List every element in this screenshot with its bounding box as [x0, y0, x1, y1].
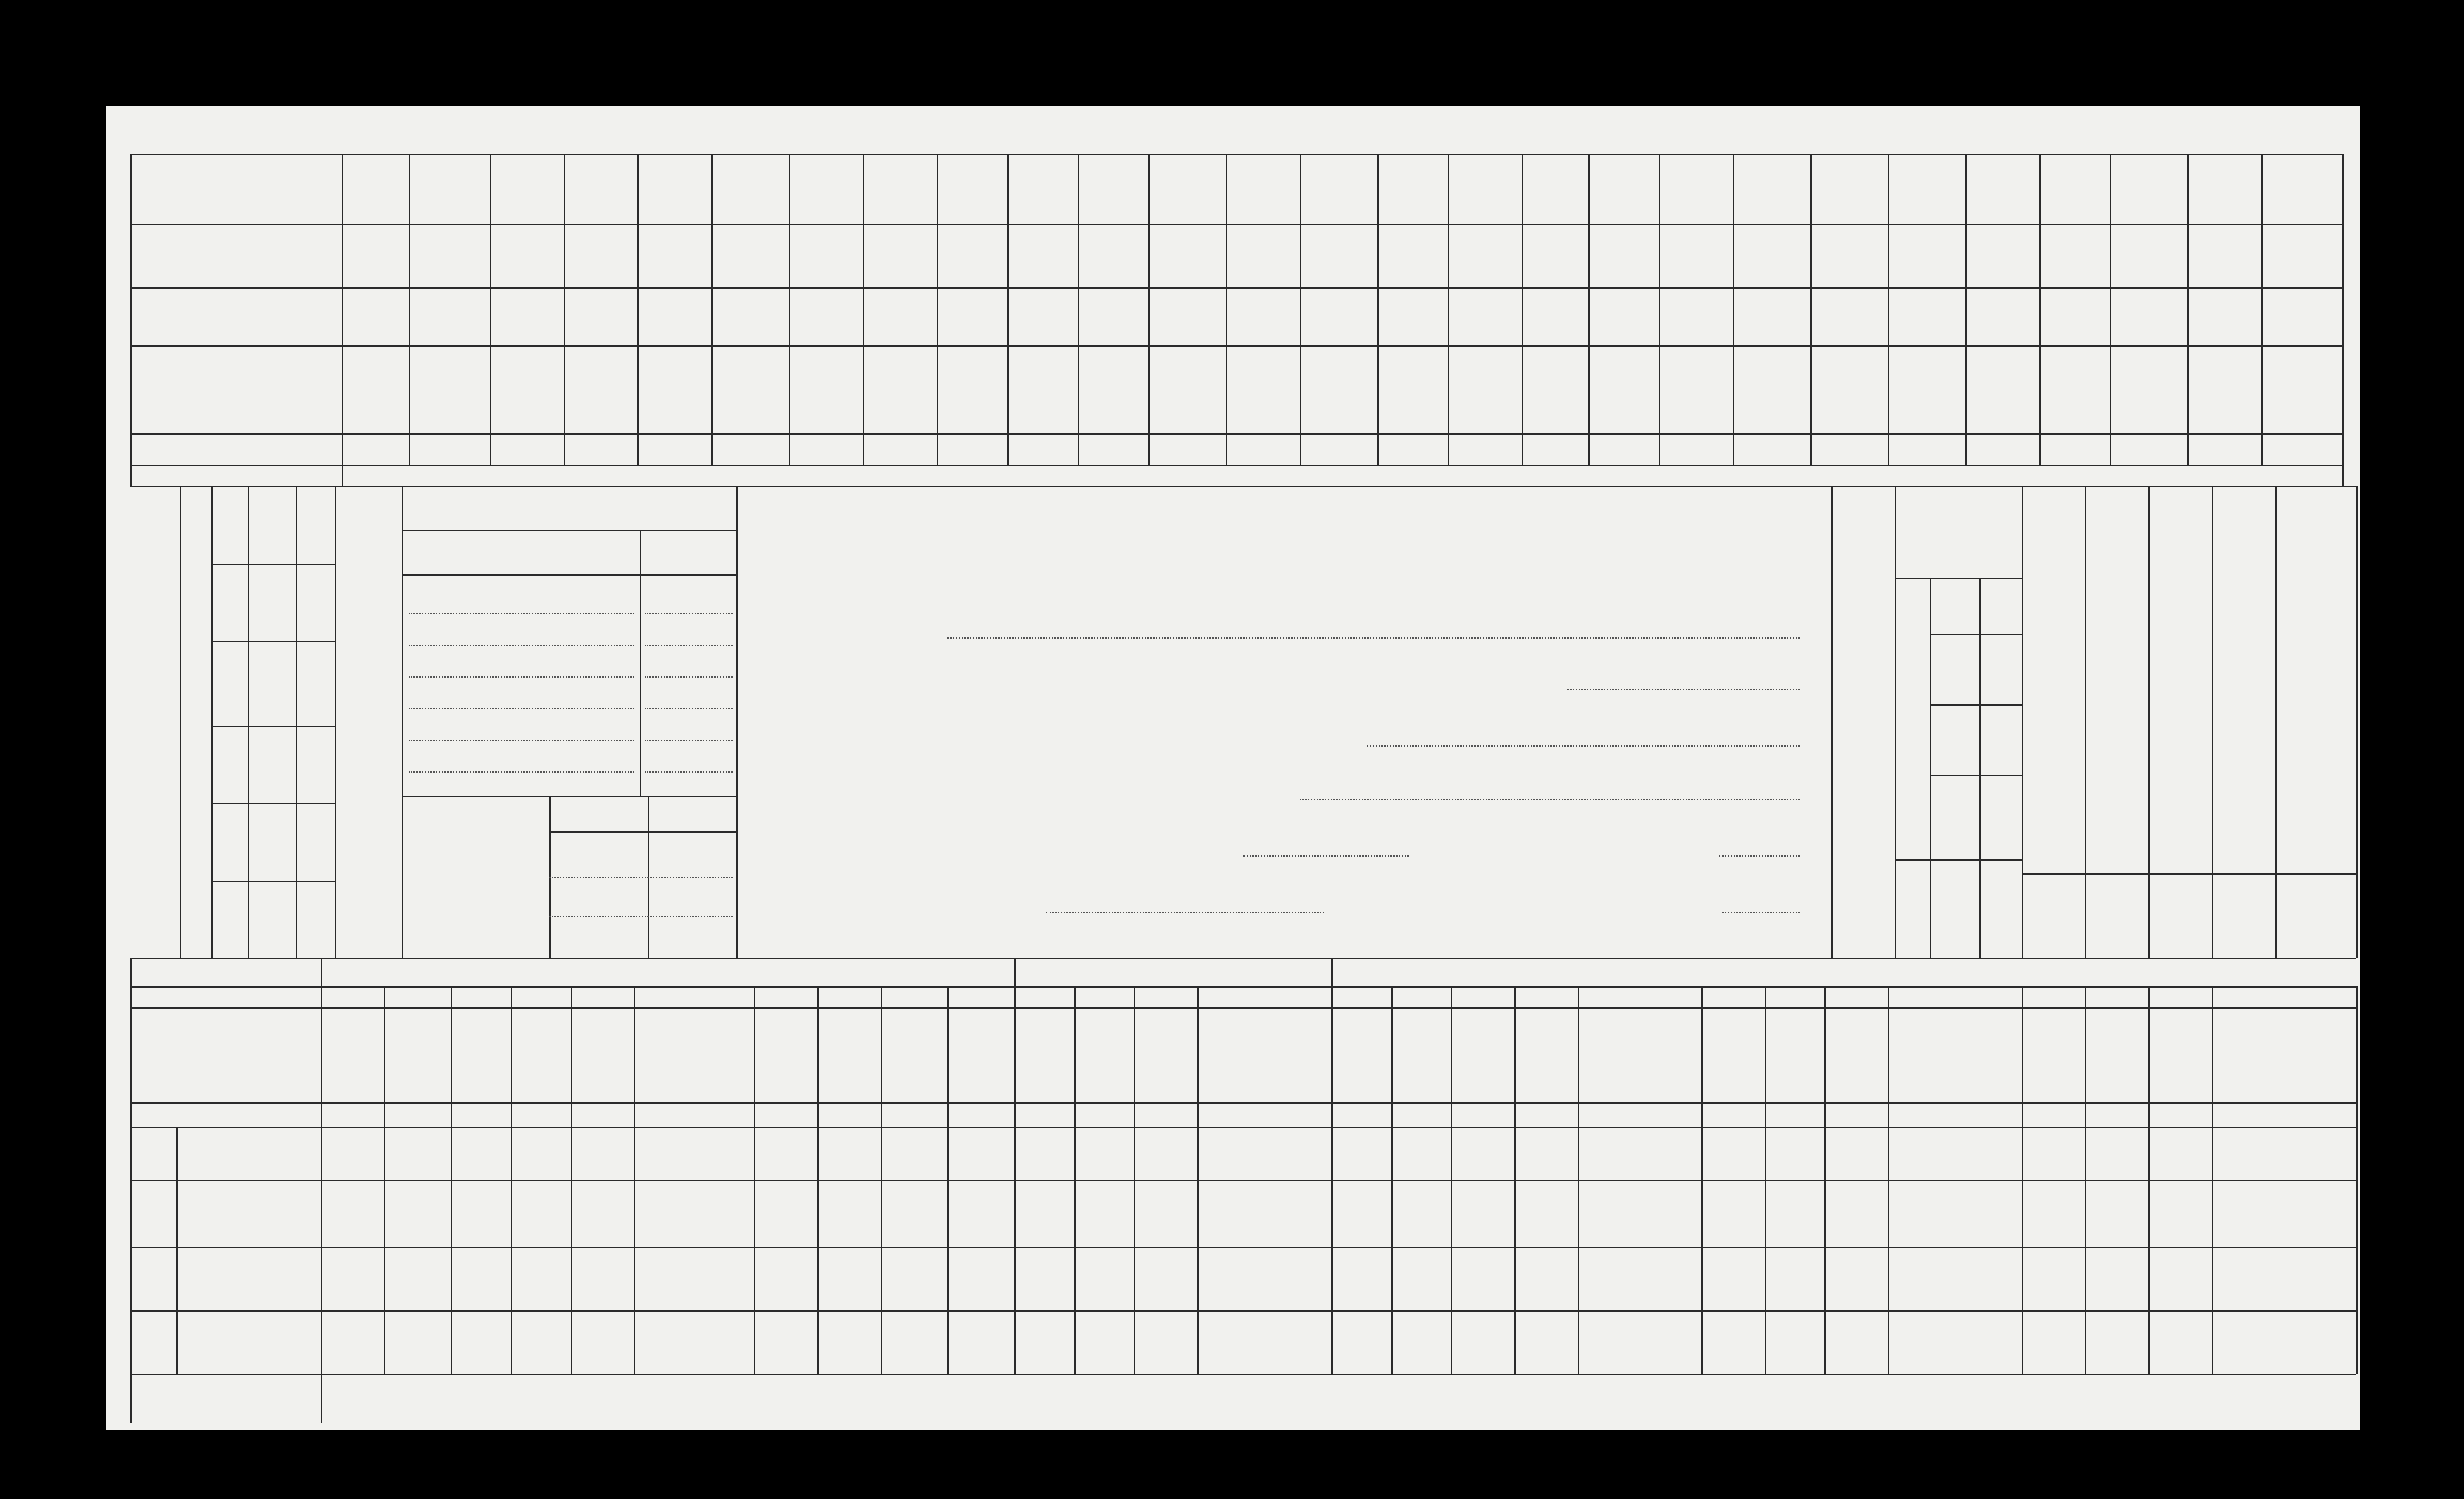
rule-line — [1659, 154, 1660, 465]
rule-line — [321, 1007, 1014, 1009]
rule-line — [1074, 986, 1076, 1374]
rule-line — [754, 986, 755, 1374]
rule-line — [2356, 486, 2358, 958]
rule-line — [402, 574, 736, 576]
rule-line — [2085, 486, 2086, 958]
rule-line — [2085, 986, 2086, 1374]
rule-line — [1888, 154, 1889, 465]
rule-line — [1701, 986, 1703, 1374]
rule-line — [296, 486, 297, 958]
rule-line — [1197, 986, 1199, 1374]
rule-line — [1331, 958, 1333, 1374]
rule-line — [409, 154, 410, 465]
rule-line — [789, 154, 790, 465]
dotted-line — [1046, 912, 1324, 913]
top-table-row-line — [130, 345, 2342, 347]
rule-line — [1895, 578, 2022, 579]
rule-line — [211, 564, 335, 565]
rule-line — [1888, 986, 1889, 1374]
dotted-line — [549, 877, 733, 878]
dotted-line — [645, 771, 733, 773]
rule-line — [1377, 154, 1379, 465]
dotted-line — [409, 771, 634, 773]
rule-line — [2022, 486, 2023, 958]
bottom-row-line — [130, 1374, 2356, 1375]
rule-line — [321, 986, 322, 1374]
top-table-row-line — [130, 465, 2342, 466]
dotted-line — [645, 676, 733, 678]
dotted-line — [645, 645, 733, 646]
top-table-row-line — [130, 433, 2342, 435]
dotted-line — [409, 613, 634, 614]
rule-line — [1895, 859, 2022, 861]
rule-line — [2187, 154, 2189, 465]
rule-line — [1930, 704, 2022, 706]
dotted-line — [409, 740, 634, 741]
rule-line — [1831, 486, 1833, 958]
rule-line — [1733, 154, 1734, 465]
dotted-line — [645, 613, 733, 614]
rule-line — [2022, 873, 2356, 875]
rule-line — [2148, 986, 2150, 1374]
rule-line — [402, 530, 736, 531]
rule-line — [335, 486, 336, 958]
dotted-line — [1719, 855, 1800, 857]
rule-line — [1514, 986, 1516, 1374]
rule-line — [2275, 486, 2277, 958]
rule-line — [640, 530, 641, 796]
rule-line — [1391, 986, 1393, 1374]
rule-line — [211, 486, 213, 958]
rule-line — [211, 803, 335, 804]
rule-line — [2110, 154, 2111, 465]
rule-line — [637, 154, 639, 465]
rule-line — [1078, 154, 1079, 465]
rule-line — [1930, 634, 2022, 635]
rule-line — [2342, 154, 2344, 486]
rule-line — [863, 154, 864, 465]
rule-line — [1331, 1007, 2022, 1009]
rule-line — [402, 486, 403, 958]
rule-line — [881, 986, 882, 1374]
dotted-line — [1722, 912, 1800, 913]
rule-line — [451, 986, 452, 1374]
rule-line — [2261, 154, 2263, 465]
rule-line — [176, 1180, 321, 1181]
rule-line — [1930, 775, 2022, 776]
top-table-row-line — [130, 154, 2342, 155]
dotted-line — [1567, 689, 1800, 690]
rule-line — [1226, 154, 1227, 465]
dotted-line — [409, 645, 634, 646]
rule-line — [248, 486, 249, 958]
rule-line — [176, 1127, 178, 1374]
rule-line — [1965, 154, 1967, 465]
rule-line — [937, 154, 938, 465]
top-table-row-line — [130, 287, 2342, 289]
dotted-line — [645, 708, 733, 709]
rule-line — [490, 154, 491, 465]
dotted-line — [409, 708, 634, 709]
rule-line — [564, 154, 565, 465]
rule-line — [1014, 958, 1016, 1374]
rule-line — [384, 986, 385, 1374]
rule-line — [1765, 986, 1766, 1374]
rule-line — [130, 958, 132, 1423]
rule-line — [2212, 486, 2213, 958]
bottom-row-line — [130, 958, 2356, 959]
rule-line — [211, 881, 335, 882]
rule-line — [1007, 154, 1009, 465]
rule-line — [1148, 154, 1150, 465]
rule-line — [180, 486, 181, 958]
rule-line — [2212, 986, 2213, 1374]
dotted-line — [549, 916, 733, 917]
dotted-line — [409, 676, 634, 678]
rule-line — [2356, 986, 2358, 1374]
dotted-line — [1300, 799, 1800, 800]
rule-line — [1588, 154, 1590, 465]
rule-line — [634, 986, 635, 1374]
rule-line — [549, 831, 736, 833]
rule-line — [1134, 986, 1135, 1374]
dotted-line — [645, 740, 733, 741]
rule-line — [211, 641, 335, 642]
rule-line — [2022, 986, 2023, 1374]
rule-line — [817, 986, 819, 1374]
rule-line — [947, 986, 949, 1374]
rule-line — [1522, 154, 1523, 465]
rule-line — [342, 154, 343, 486]
rule-line — [1451, 986, 1452, 1374]
rule-line — [1810, 154, 1812, 465]
rule-line — [211, 726, 335, 727]
rule-line — [2148, 486, 2150, 958]
dotted-line — [947, 637, 1800, 639]
rule-line — [2039, 154, 2041, 465]
rule-line — [711, 154, 713, 465]
rule-line — [1448, 154, 1449, 465]
rule-line — [511, 986, 512, 1374]
rule-line — [130, 154, 132, 486]
dotted-line — [1367, 745, 1800, 747]
top-table-row-line — [130, 224, 2342, 225]
dotted-line — [1243, 855, 1409, 857]
rule-line — [1300, 154, 1301, 465]
rule-line — [1578, 986, 1579, 1374]
rule-line — [1824, 986, 1826, 1374]
rule-line — [1895, 486, 1896, 958]
rule-line — [402, 796, 736, 797]
rule-line — [571, 986, 572, 1374]
rule-line — [736, 486, 738, 958]
